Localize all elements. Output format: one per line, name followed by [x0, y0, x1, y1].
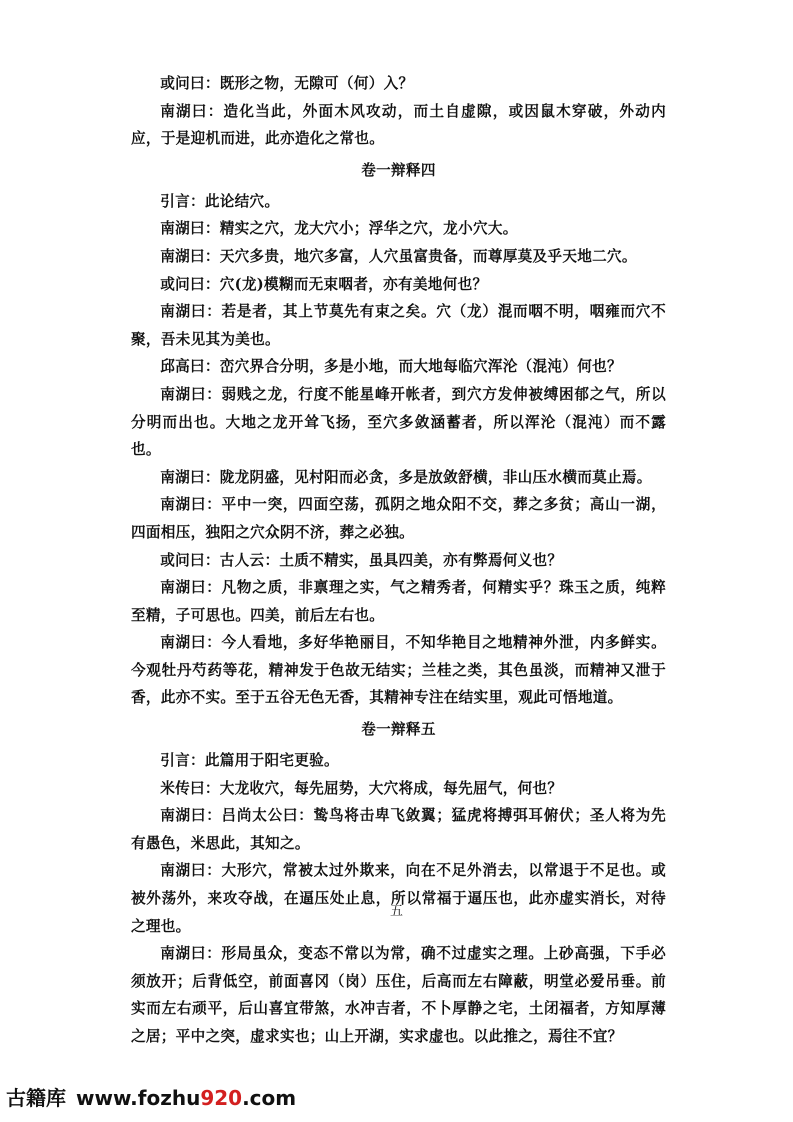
paragraph: 南湖曰：大形穴，常被太过外欺来，向在不足外消去，以常退于不足也。或被外荡外，来攻夺战，在逼压处止息，所以常福于逼压也，此亦虚实消长，对待之理也。	[131, 862, 666, 935]
paragraph: 或问曰：既形之物，无隙可（何）入？	[160, 75, 414, 92]
paragraph: 南湖曰：吕尚太公曰：鸷鸟将击卑飞敛翼；猛虎将搏弭耳俯伏；圣人将为先有愚色，米思此，其知之。	[131, 807, 666, 852]
section-heading: 卷一辩释四	[361, 161, 436, 179]
paragraph: 或问曰：古人云：土质不精实，虽具四美，亦有弊焉何义也？	[160, 551, 563, 569]
paragraph: 南湖曰：弱贱之龙，行度不能星峰开帐者，到穴方发伸被缚困郁之气，所以分明而出也。大地之龙开耸飞扬，至穴多敛涵蓄者，所以浑沦（混沌）而不露也。	[131, 385, 666, 459]
paragraph: 南湖曰：形局虽众，变态不常以为常，确不过虚实之理。上砂高强，下手必须放开；后背低空，前面喜冈（岗）压住，后高而左右障蔽，明堂必爱吊垂。前实而左右顽平，后山喜宜带煞，水冲吉者，不卜厚静之宅，土闭福者，方知厚薄之居；平中之突，虚求实也；山上开湖，实求虚也。以此推之，焉往不宜？	[131, 945, 666, 1045]
watermark-url-prefix: www.fozhu	[76, 1086, 201, 1110]
site-watermark	[6, 1082, 296, 1111]
paragraph: 邱高曰：峦穴界合分明，多是小地，而大地每临穴浑沦（混沌）何也？	[160, 358, 622, 376]
paragraph: 南湖曰：造化当此，外面木风攻动，而土自虚隙，或因鼠木穿破，外动内应，于是迎机而进，此亦造化之常也。	[131, 102, 666, 148]
watermark-url-suffix: .com	[242, 1086, 297, 1110]
paragraph: 引言：此篇用于阳宅更验。	[160, 752, 339, 770]
paragraph: 引言：此论结穴。	[160, 192, 280, 210]
paragraph: 南湖曰：今人看地，多好华艳丽目，不知华艳目之地精神外泄，内多鲜实。今观牡丹芍药等花，精神发于色故无结实；兰桂之类，其色虽淡，而精神又泄于香，此亦不实。至于五谷无色无香，其精神专注在结实里，观此可悟地道。	[131, 634, 666, 707]
watermark-site-name: 古籍库	[6, 1086, 66, 1110]
watermark-url-number: 920	[200, 1086, 243, 1110]
paragraph: 南湖曰：若是者，其上节莫先有束之矣。穴（龙）混而咽不明，咽雍而穴不聚，吾未见其为美也。	[131, 303, 666, 348]
page-number: 五	[389, 904, 403, 919]
paragraph: 南湖曰：陇龙阴盛，见村阳而必贪，多是放敛舒横，非山压水横而莫止焉。	[160, 468, 652, 486]
paragraph: 米传曰：大龙收穴，每先屈势，大穴将成，每先屈气，何也？	[160, 779, 563, 797]
paragraph: 南湖曰：精实之穴，龙大穴小；浮华之穴，龙小穴大。	[160, 220, 518, 238]
paragraph: 南湖曰：天穴多贵，地穴多富，人穴虽富贵备，而尊厚莫及乎天地二穴。	[160, 247, 637, 265]
paragraph: 或问曰：穴(龙)模糊而无束咽者，亦有美地何也？	[160, 275, 488, 293]
paragraph: 南湖曰：平中一突，四面空荡，孤阴之地众阳不交，葬之多贫；高山一湖，四面相压，独阳之穴众阴不济，葬之必独。	[131, 496, 666, 541]
section-heading: 卷一辩释五	[361, 721, 436, 739]
paragraph: 南湖曰：凡物之质，非禀理之实，气之精秀者，何精实乎？珠玉之质，纯粹至精，子可思也。四美，前后左右也。	[131, 579, 666, 624]
